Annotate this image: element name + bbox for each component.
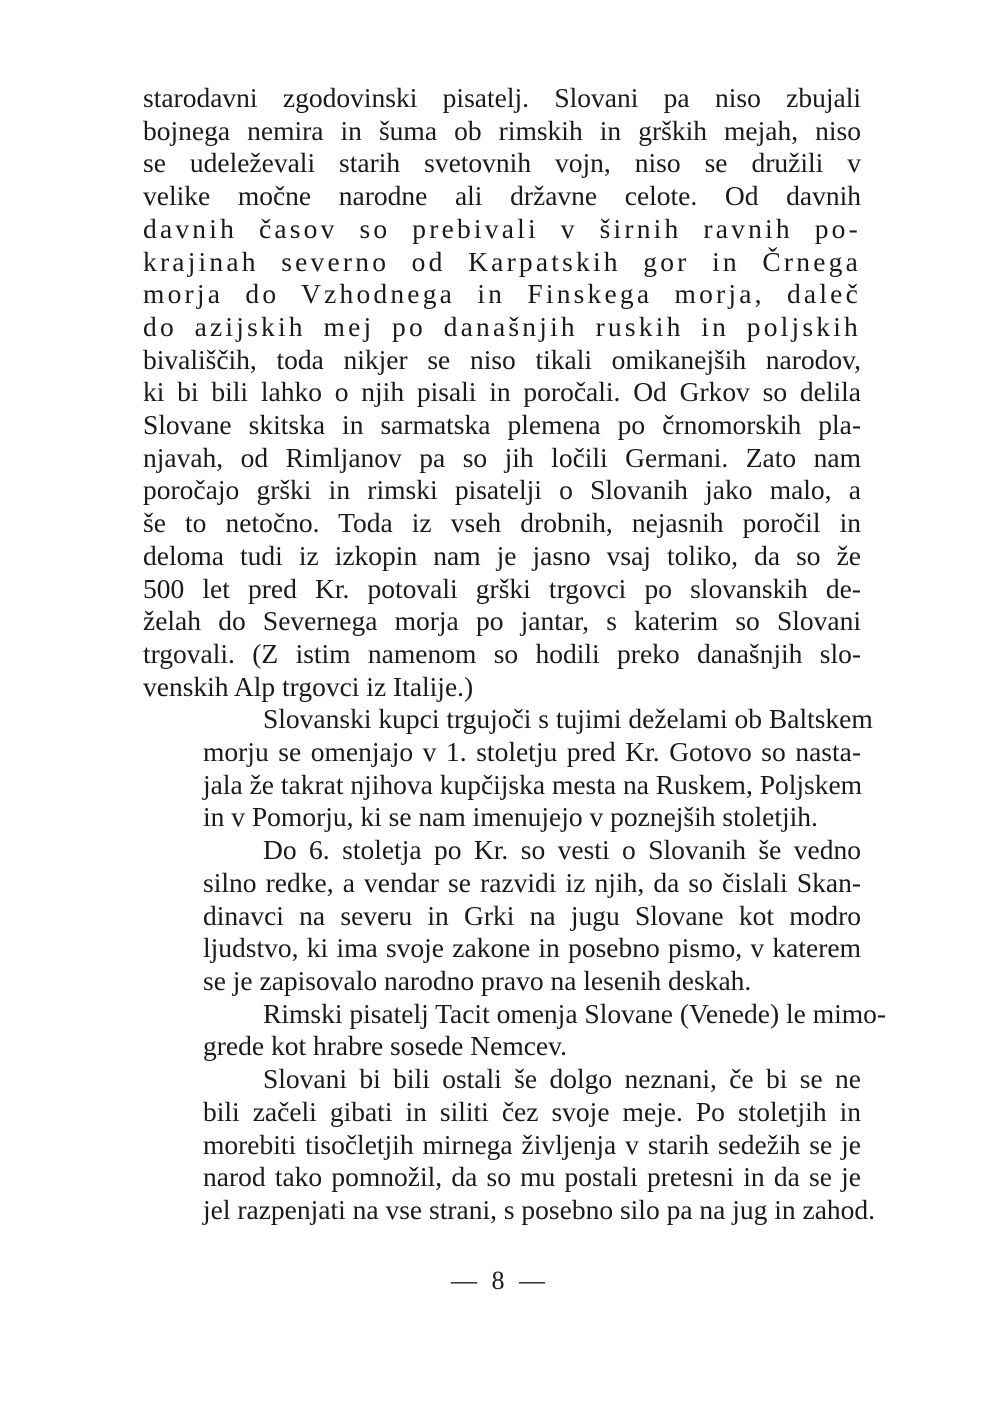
text-line: in v Pomorju, ki se nam imenujejo v poznejših stoletjih. <box>203 801 818 833</box>
text-line: Slovanski kupci trgujoči s tujimi deželami ob Baltskem <box>263 703 873 735</box>
text-line: Do 6. stoletja po Kr. so vesti o Slovanih še vedno <box>263 834 861 866</box>
text-line: dinavci na severu in Grki na jugu Slovane kot modro <box>203 899 861 931</box>
text-line: narod tako pomnožil, da so mu postali pretesni in da se je <box>203 1161 861 1193</box>
page-number: — 8 — <box>451 1266 549 1295</box>
text-line: deloma tudi iz izkopin nam je jasno vsaj toliko, da so že <box>143 539 861 571</box>
paragraph <box>143 1063 876 1227</box>
text-line: bojnega nemira in šuma ob rimskih in grških mejah, niso <box>143 114 861 146</box>
text-line: silno redke, a vendar se razvidi iz njih, da so čislali Skan- <box>203 866 861 898</box>
text-line: velike močne narodne ali državne celote. Od davnih <box>143 180 861 212</box>
text-line: ljudstvo, ki ima svoje zakone in posebno pismo, v katerem <box>203 932 861 964</box>
text-line: morja do Vzhodnega in Finskega morja, daleč <box>143 278 861 310</box>
text-line: morebiti tisočletjih mirnega življenja v starih sedežih se je <box>203 1128 861 1160</box>
text-line: ki bi bili lahko o njih pisali in poročali. Od Grkov so delila <box>143 376 861 408</box>
paragraph <box>143 997 887 1063</box>
text-line: grede kot hrabre sosede Nemcev. <box>203 1030 567 1062</box>
text-line: jel razpenjati na vse strani, s posebno silo pa na jug in zahod. <box>203 1193 876 1225</box>
text-line: trgovali. (Z istim namenom so hodili preko današnjih slo- <box>143 637 861 669</box>
text-line: bili začeli gibati in siliti čez svoje meje. Po stoletjih in <box>203 1095 861 1127</box>
paragraph <box>143 703 873 834</box>
text-line: davnih časov so prebivali v širnih ravnih po- <box>143 212 861 244</box>
text-line: venskih Alp trgovci iz Italije.) <box>143 670 474 702</box>
paragraph <box>143 82 861 703</box>
text-line: se udeleževali starih svetovnih vojn, niso se družili v <box>143 147 861 179</box>
text-line: bivališčih, toda nikjer se niso tikali omikanejših narodov, <box>143 343 861 375</box>
text-line: krajinah severno od Karpatskih gor in Črnega <box>143 245 861 277</box>
text-line: morju se omenjajo v 1. stoletju pred Kr. Gotovo so nasta- <box>203 736 861 768</box>
text-line: 500 let pred Kr. potovali grški trgovci po slovanskih de- <box>143 572 861 604</box>
text-line: njavah, od Rimljanov pa so jih ločili Germani. Zato nam <box>143 441 861 473</box>
text-line: poročajo grški in rimski pisatelji o Slovanih jako malo, a <box>143 474 861 506</box>
text-line: jala že takrat njihova kupčijska mesta na Ruskem, Poljskem <box>203 768 863 800</box>
text-line: še to netočno. Toda iz vseh drobnih, nejasnih poročil in <box>143 507 861 539</box>
body-text <box>143 82 887 1227</box>
paragraph <box>143 834 861 998</box>
text-line: Slovane skitska in sarmatska plemena po črnomorskih pla- <box>143 409 861 441</box>
text-line: želah do Severnega morja po jantar, s katerim so Slovani <box>143 605 861 637</box>
text-line: Rimski pisatelj Tacit omenja Slovane (Venede) le mimo- <box>263 997 887 1029</box>
text-line: Slovani bi bili ostali še dolgo neznani, če bi se ne <box>263 1063 861 1095</box>
text-line: do azijskih mej po današnjih ruskih in poljskih <box>143 310 861 342</box>
text-line: se je zapisovalo narodno pravo na lesenih deskah. <box>203 964 752 996</box>
text-line: starodavni zgodovinski pisatelj. Slovani pa niso zbujali <box>143 82 861 113</box>
